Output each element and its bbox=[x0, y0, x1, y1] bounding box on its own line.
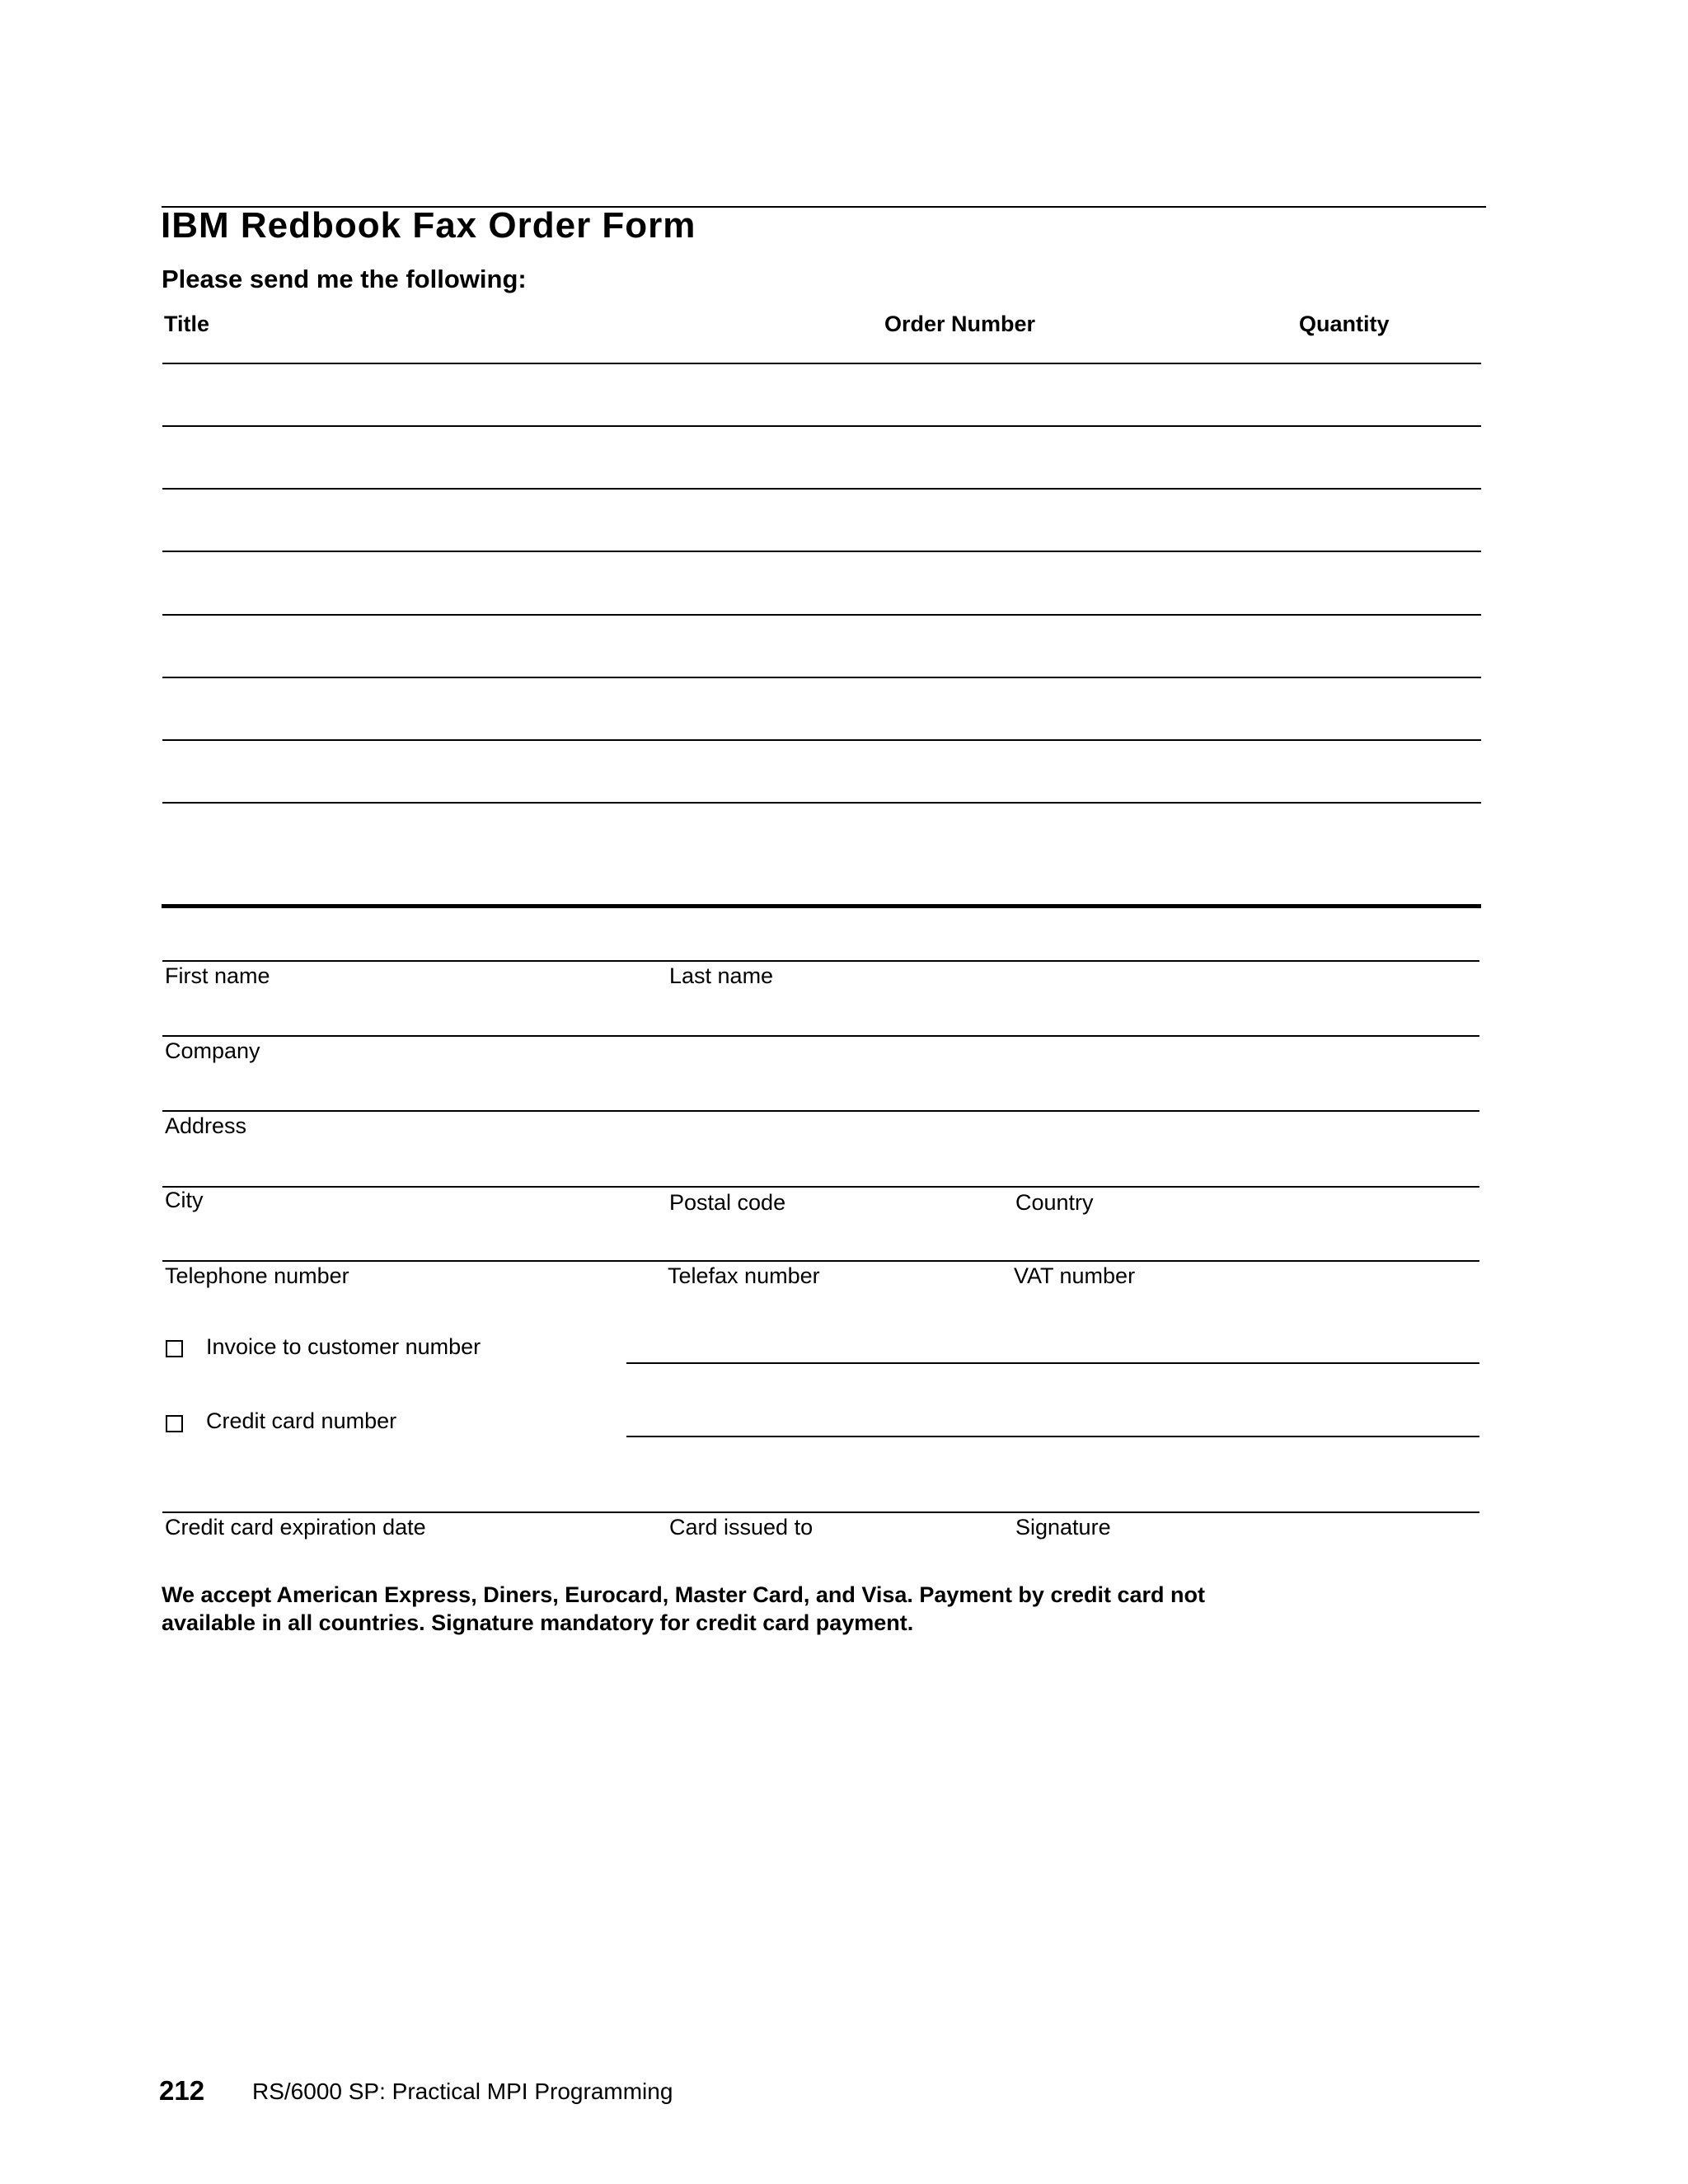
form-subtitle: Please send me the following: bbox=[162, 265, 527, 293]
city-line bbox=[162, 1186, 1479, 1188]
city-label: City bbox=[165, 1188, 204, 1212]
order-row-line bbox=[162, 551, 1481, 552]
order-row-line bbox=[162, 425, 1481, 427]
book-title: RS/6000 SP: Practical MPI Programming bbox=[252, 2079, 673, 2104]
invoice-checkbox[interactable] bbox=[166, 1340, 183, 1357]
page-title: IBM Redbook Fax Order Form bbox=[161, 205, 696, 246]
signature-label: Signature bbox=[1015, 1515, 1111, 1540]
order-row-line bbox=[162, 677, 1481, 678]
last-name-label: Last name bbox=[669, 963, 774, 988]
expiration-label: Credit card expiration date bbox=[165, 1515, 426, 1540]
country-label: Country bbox=[1015, 1190, 1094, 1215]
column-header-quantity: Quantity bbox=[1299, 312, 1390, 336]
order-row-line bbox=[162, 614, 1481, 616]
company-line bbox=[162, 1035, 1479, 1037]
order-row-line bbox=[162, 802, 1481, 804]
invoice-label: Invoice to customer number bbox=[206, 1334, 481, 1359]
credit-card-number-line bbox=[626, 1436, 1479, 1437]
vat-label: VAT number bbox=[1014, 1263, 1136, 1288]
payment-note-line-2: available in all countries. Signature mandatory for credit card payment. bbox=[162, 1610, 914, 1635]
column-header-order-number: Order Number bbox=[884, 312, 1036, 336]
page-number: 212 bbox=[159, 2075, 205, 2106]
postal-code-label: Postal code bbox=[669, 1190, 786, 1215]
section-divider bbox=[162, 904, 1481, 908]
address-line bbox=[162, 1110, 1479, 1112]
payment-note-line-1: We accept American Express, Diners, Eurocard, Master Card, and Visa. Payment by credit card not bbox=[162, 1582, 1205, 1607]
credit-card-checkbox[interactable] bbox=[166, 1415, 183, 1432]
telefax-label: Telefax number bbox=[668, 1263, 820, 1288]
order-row-line bbox=[162, 739, 1481, 741]
column-header-title: Title bbox=[164, 312, 210, 336]
issued-to-label: Card issued to bbox=[669, 1515, 814, 1540]
expiration-line bbox=[162, 1511, 1479, 1513]
phone-line bbox=[162, 1260, 1479, 1262]
invoice-number-line bbox=[626, 1362, 1479, 1364]
first-name-label: First name bbox=[165, 963, 270, 988]
address-label: Address bbox=[165, 1113, 247, 1138]
telephone-label: Telephone number bbox=[165, 1263, 349, 1288]
company-label: Company bbox=[165, 1038, 260, 1063]
credit-card-label: Credit card number bbox=[206, 1408, 397, 1433]
name-line bbox=[162, 960, 1479, 962]
order-row-line bbox=[162, 488, 1481, 490]
order-row-line bbox=[162, 363, 1481, 364]
